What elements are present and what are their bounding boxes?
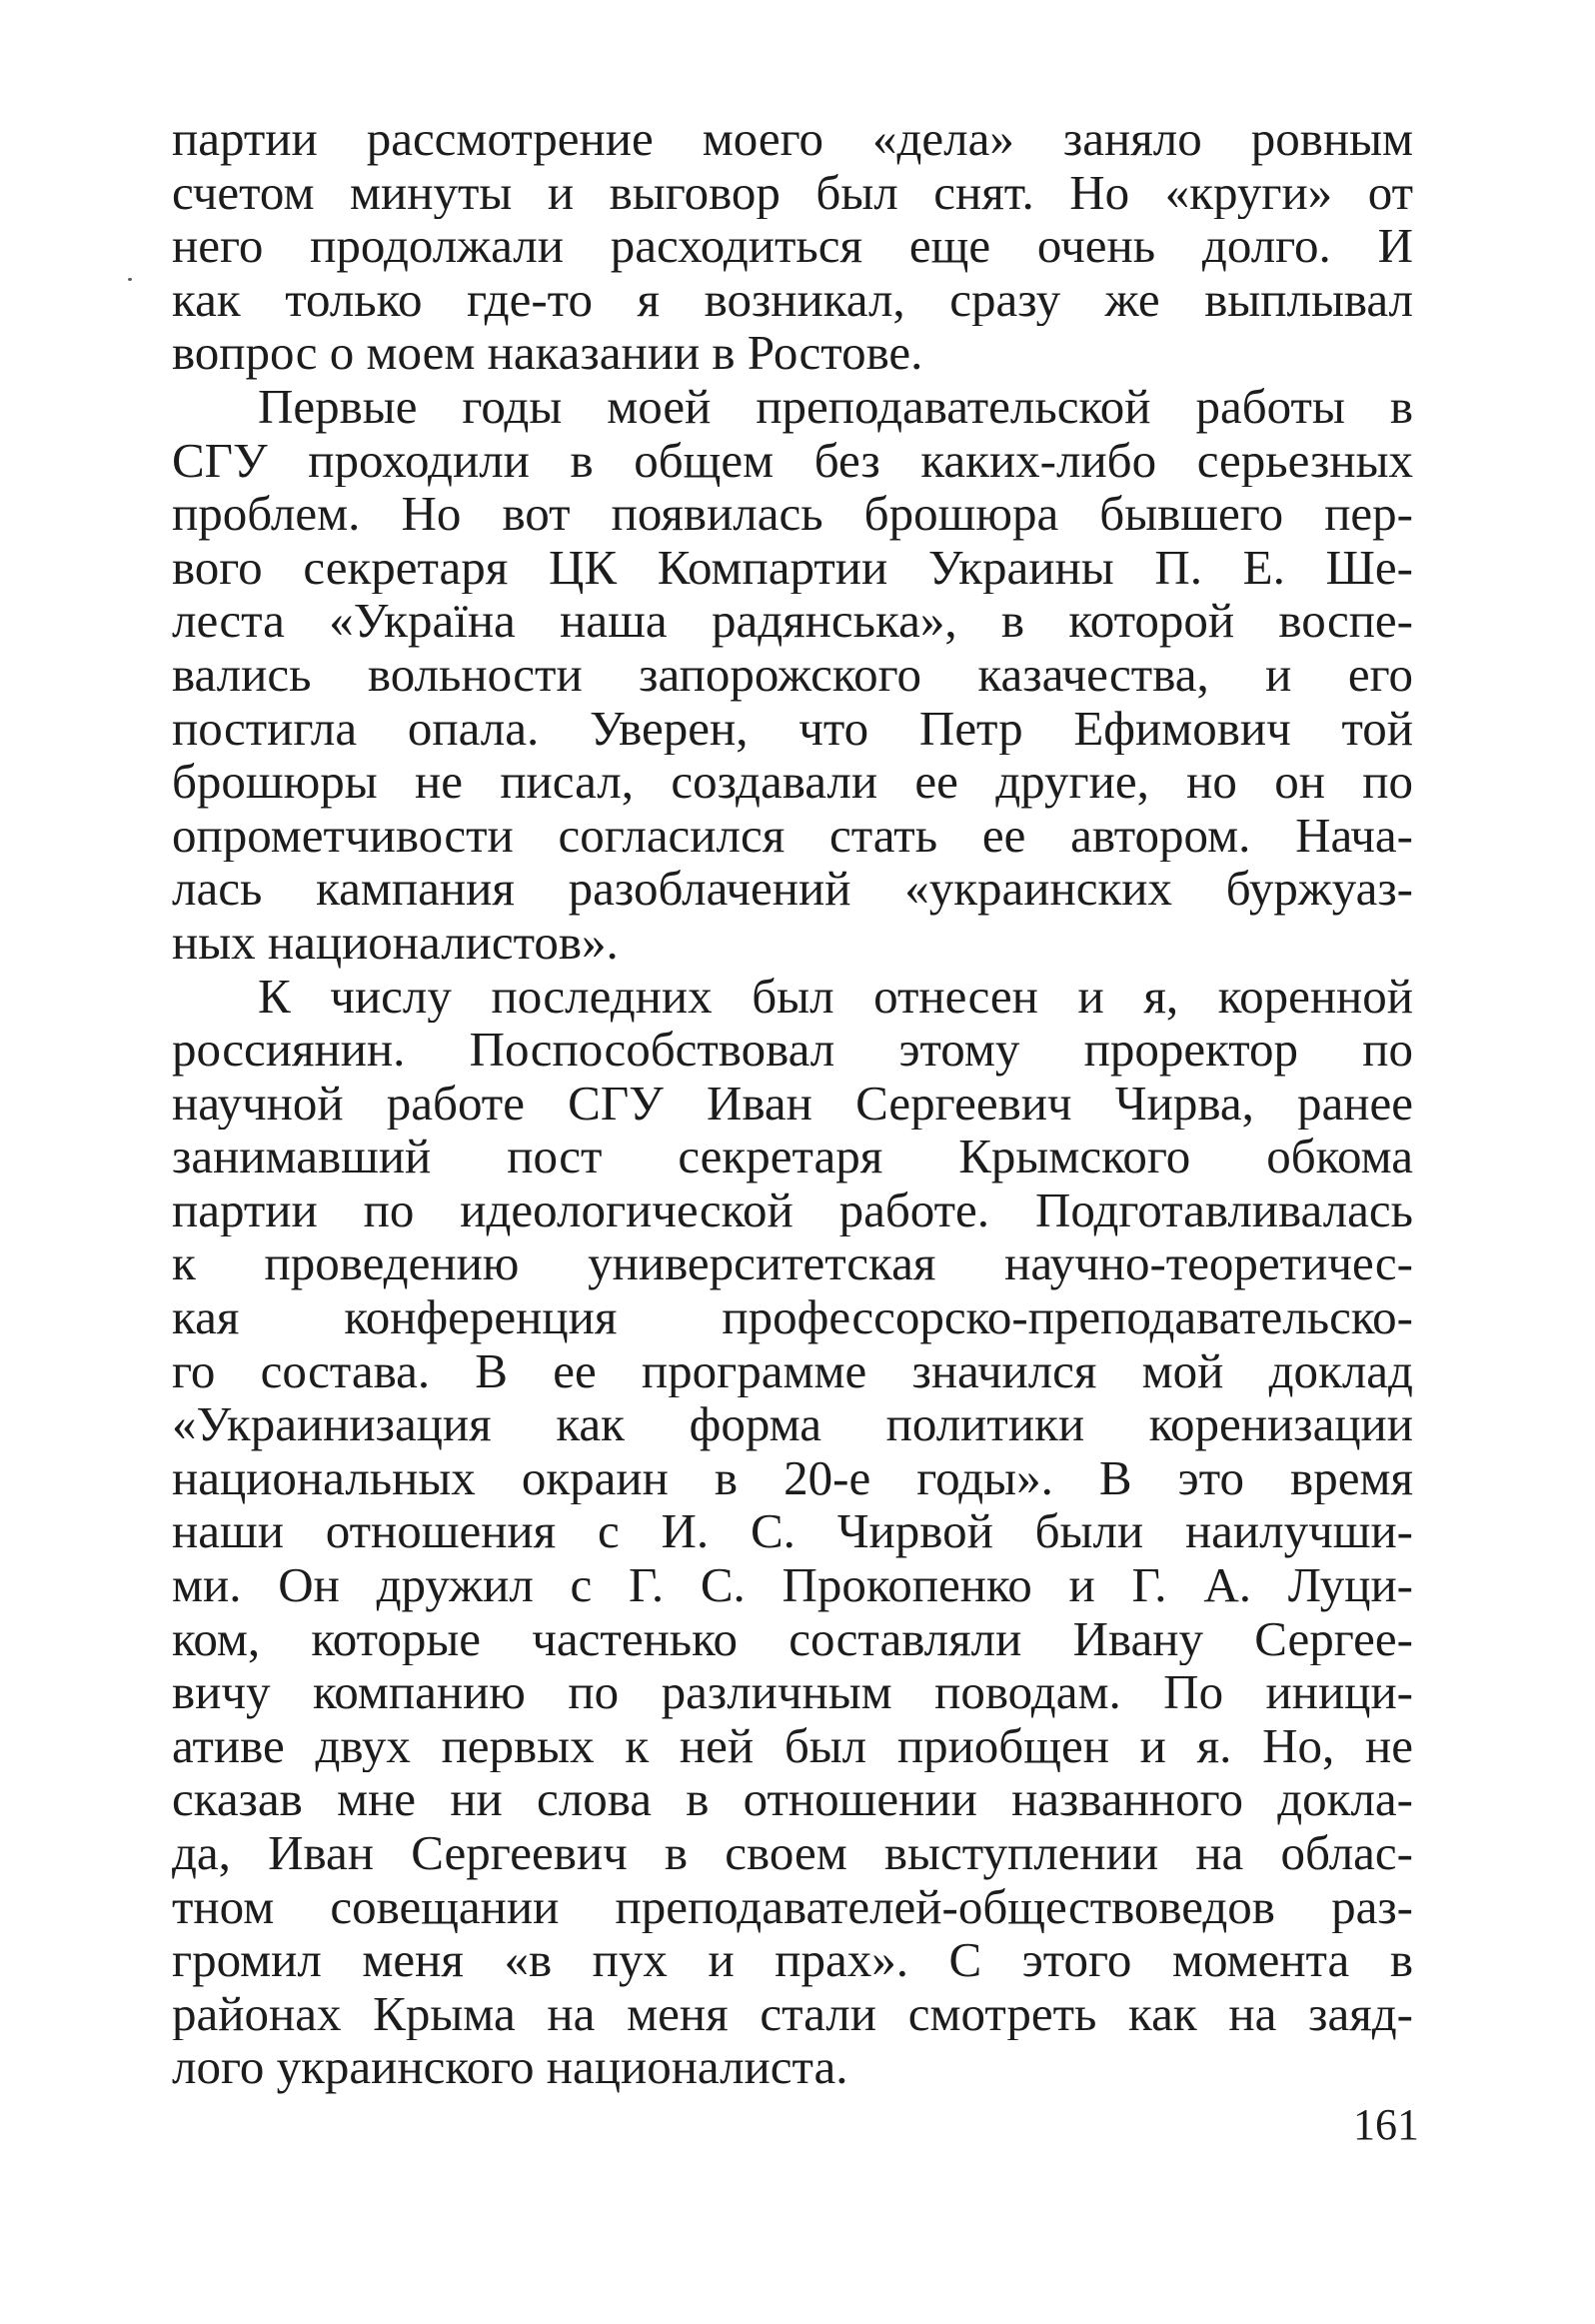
text-line: как только где-то я возникал, сразу же выплывал (172, 272, 1413, 327)
text-line: громил меня «в пух и прах». С этого момента в (172, 1933, 1413, 1987)
text-line: лась кампания разоблачений «украинских буржуаз- (172, 862, 1413, 916)
text-line: ных националистов». (172, 915, 619, 970)
text-line: наши отношения с И. С. Чирвой были наилучши- (172, 1504, 1413, 1559)
text-line: национальных окраин в 20-е годы». В это время (172, 1450, 1413, 1505)
text-line: сказав мне ни слова в отношении названного докла- (172, 1772, 1413, 1826)
text-line: Первые годы моей преподавательской работы в (258, 379, 1413, 434)
text-line: вопрос о моем наказании в Ростове. (172, 326, 923, 380)
paragraph-1 (172, 112, 1413, 380)
text-line: вого секретаря ЦК Компартии Украины П. Е. Ше- (172, 540, 1413, 595)
text-line: районах Крыма на меня стали смотреть как на заяд- (172, 1986, 1413, 2041)
text-line: счетом минуты и выговор был снят. Но «круги» от (172, 165, 1413, 220)
text-line: опрометчивости согласился стать ее автором. Нача- (172, 808, 1413, 863)
text-line: вались вольности запорожского казачества, и его (172, 647, 1413, 702)
print-speck (128, 278, 132, 281)
text-line: брошюры не писал, создавали ее другие, но он по (172, 755, 1413, 809)
text-line: СГУ проходили в общем без каких-либо серьезных (172, 433, 1413, 488)
text-line: проблем. Но вот появилась брошюра бывшего пер- (172, 487, 1413, 541)
text-line: него продолжали расходиться еще очень долго. И (172, 219, 1413, 273)
text-line: партии по идеологической работе. Подготавливалась (172, 1182, 1413, 1237)
text-line: «Украинизация как форма политики коренизации (172, 1397, 1413, 1451)
text-line: россиянин. Поспособствовал этому проректор по (172, 1023, 1413, 1077)
text-line: к проведению университетская научно-теоретичес- (172, 1236, 1413, 1291)
text-line: научной работе СГУ Иван Сергеевич Чирва, ранее (172, 1076, 1413, 1131)
text-line: леста «Україна наша радянська», в которой воспе- (172, 594, 1413, 648)
text-line: да, Иван Сергеевич в своем выступлении на облас- (172, 1826, 1413, 1880)
text-line: тном совещании преподавателей-обществоведов раз- (172, 1879, 1413, 1934)
body-text (172, 112, 1413, 2094)
text-line: ми. Он дружил с Г. С. Прокопенко и Г. А. Луци- (172, 1558, 1413, 1612)
paragraph-2 (172, 380, 1413, 970)
text-line: ативе двух первых к ней был приобщен и я. Но, не (172, 1718, 1413, 1773)
text-line: занимавший пост секретаря Крымского обкома (172, 1130, 1413, 1183)
text-line: ком, которые частенько составляли Ивану Сергее- (172, 1611, 1413, 1666)
text-line: го состава. В ее программе значился мой доклад (172, 1343, 1413, 1398)
text-line: лого украинского националиста. (172, 2040, 848, 2094)
text-line: К числу последних был отнесен и я, коренной (258, 969, 1413, 1024)
text-line: вичу компанию по различным поводам. По иници- (172, 1665, 1413, 1719)
paragraph-3 (172, 970, 1413, 2094)
text-line: кая конференция профессорско-преподавательско- (172, 1290, 1413, 1344)
text-line: постигла опала. Уверен, что Петр Ефимович той (172, 701, 1413, 756)
text-line: партии рассмотрение моего «дела» заняло ровным (172, 112, 1413, 166)
page-number: 161 (1353, 2100, 1419, 2149)
